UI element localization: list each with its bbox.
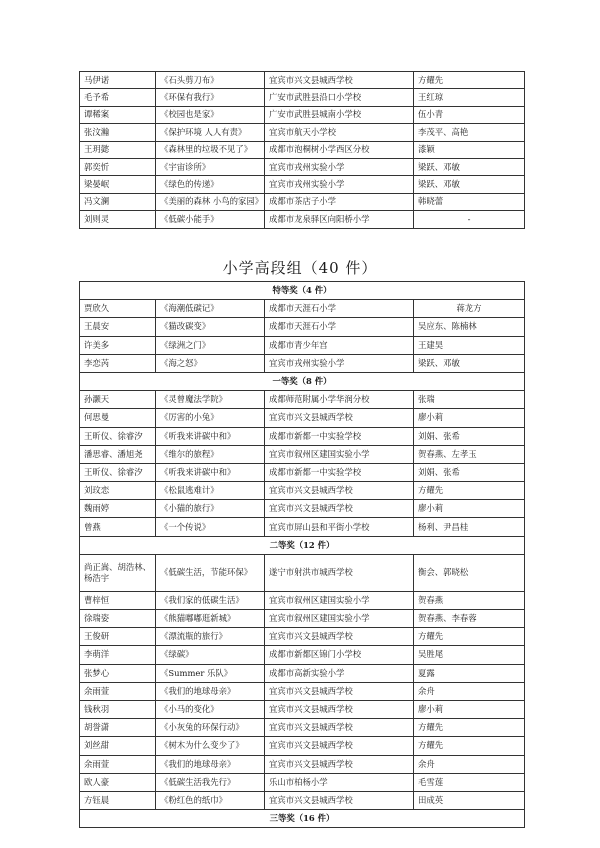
work-title-cell: 《听我来讲碳中和》 — [156, 427, 265, 445]
teacher-cell: 衡会、郭晓松 — [414, 554, 525, 591]
table-row — [80, 211, 525, 228]
school-cell: 宜宾市兴文县城西学校 — [265, 628, 414, 646]
previous-awards-table — [79, 71, 524, 229]
table-row — [80, 500, 525, 518]
table-row — [80, 72, 525, 89]
table-row — [80, 300, 525, 318]
school-cell: 宜宾市叙州区建国实验小学 — [265, 445, 414, 463]
school-cell: 宜宾市屏山县和平街小学校 — [265, 518, 414, 536]
table-row — [80, 445, 525, 463]
student-name-cell: 欧人豪 — [80, 773, 156, 791]
award-level-heading — [80, 282, 525, 300]
school-cell: 宜宾市兴文县城西学校 — [265, 755, 414, 773]
teacher-cell: 方耀先 — [414, 72, 525, 89]
school-cell: 广安市武胜县沿口小学校 — [265, 89, 414, 106]
student-name-cell: 张梦心 — [80, 664, 156, 682]
teacher-cell: 张瑞 — [414, 391, 525, 409]
teacher-cell: 刘娟、张希 — [414, 463, 525, 481]
teacher-cell: 杨利、尹昌桂 — [414, 518, 525, 536]
work-title-cell: 《保护环境 人人有责》 — [156, 124, 265, 141]
teacher-cell: 韩晓蕾 — [414, 193, 525, 210]
work-title-cell: 《森林里的垃圾不见了》 — [156, 141, 265, 158]
work-title-cell: 《小马的变化》 — [156, 700, 265, 718]
school-cell: 宜宾市叙州区建国实验小学 — [265, 610, 414, 628]
student-name-cell: 谭稀案 — [80, 106, 156, 123]
teacher-cell: 吴胜尾 — [414, 646, 525, 664]
table-row — [80, 628, 525, 646]
school-cell: 宜宾市兴文县城西学校 — [265, 482, 414, 500]
student-name-cell: 王昕仪、徐睿汐 — [80, 427, 156, 445]
school-cell: 宜宾市戎州实验小学 — [265, 158, 414, 175]
teacher-cell: 田成英 — [414, 791, 525, 809]
work-title-cell: 《小灰兔的环保行动》 — [156, 719, 265, 737]
school-cell: 成都师范附属小学华润分校 — [265, 391, 414, 409]
teacher-cell: 方耀先 — [414, 719, 525, 737]
teacher-cell: 余舟 — [414, 755, 525, 773]
table-row — [80, 124, 525, 141]
table-row — [80, 354, 525, 372]
school-cell: 成都市新都区锦门小学校 — [265, 646, 414, 664]
section-title: 小学高段组（40 件） — [222, 259, 378, 277]
table-row — [80, 518, 525, 536]
student-name-cell: 马伊诺 — [80, 72, 156, 89]
teacher-cell: 贺春燕 — [414, 591, 525, 609]
school-cell: 广安市武胜县城南小学校 — [265, 106, 414, 123]
senior-primary-awards-table — [79, 281, 524, 828]
student-name-cell: 王晨安 — [80, 318, 156, 336]
work-title-cell: 《我们的地球母亲》 — [156, 755, 265, 773]
work-title-cell: 《松鼠逃难计》 — [156, 482, 265, 500]
school-cell: 宜宾市兴文县城西学校 — [265, 719, 414, 737]
teacher-cell: 廖小莉 — [414, 409, 525, 427]
teacher-cell: 漆颖 — [414, 141, 525, 158]
work-title-cell: 《树木为什么变少了》 — [156, 737, 265, 755]
student-name-cell: 刘则灵 — [80, 211, 156, 228]
teacher-cell: 李茂平、高艳 — [414, 124, 525, 141]
award-level-heading — [80, 536, 525, 554]
work-title-cell: 《环保有我行》 — [156, 89, 265, 106]
student-name-cell: 王玥懿 — [80, 141, 156, 158]
student-name-cell: 钱秋羽 — [80, 700, 156, 718]
table-row — [80, 773, 525, 791]
award-level-heading — [80, 372, 525, 390]
school-cell: 宜宾市戎州实验小学 — [265, 176, 414, 193]
work-title-cell: 《维尔的旅程》 — [156, 445, 265, 463]
school-cell: 宜宾市兴文县城西学校 — [265, 500, 414, 518]
student-name-cell: 魏雨婷 — [80, 500, 156, 518]
student-name-cell: 许美多 — [80, 336, 156, 354]
teacher-cell: 王红琼 — [414, 89, 525, 106]
teacher-cell: 夏露 — [414, 664, 525, 682]
teacher-cell: 王建昊 — [414, 336, 525, 354]
school-cell: 成都市新都一中实验学校 — [265, 463, 414, 481]
school-cell: 成都市天涯石小学 — [265, 300, 414, 318]
table-row — [80, 141, 525, 158]
student-name-cell: 胡誉潇 — [80, 719, 156, 737]
table-row — [80, 463, 525, 481]
work-title-cell: 《我们家的低碳生活》 — [156, 591, 265, 609]
student-name-cell: 曾燕 — [80, 518, 156, 536]
work-title-cell: 《猫改碳变》 — [156, 318, 265, 336]
student-name-cell: 李萌洋 — [80, 646, 156, 664]
table-row — [80, 554, 525, 591]
teacher-cell: 余舟 — [414, 682, 525, 700]
table-row — [80, 682, 525, 700]
school-cell: 宜宾市兴文县城西学校 — [265, 682, 414, 700]
school-cell: 宜宾市叙州区建国实验小学 — [265, 591, 414, 609]
student-name-cell: 李恋芮 — [80, 354, 156, 372]
work-title-cell: 《低碳生活，节能环保》 — [156, 554, 265, 591]
student-name-cell: 贾欣久 — [80, 300, 156, 318]
award-level-label: 一等奖（8 件） — [80, 372, 525, 390]
student-name-cell: 毛予希 — [80, 89, 156, 106]
student-name-cell: 王昕仪、徐睿汐 — [80, 463, 156, 481]
teacher-cell: - — [414, 211, 525, 228]
student-name-cell: 刘丝甜 — [80, 737, 156, 755]
table-row — [80, 106, 525, 123]
table-row — [80, 737, 525, 755]
work-title-cell: 《绿碳》 — [156, 646, 265, 664]
school-cell: 宜宾市兴文县城西学校 — [265, 700, 414, 718]
student-name-cell: 刘玟恋 — [80, 482, 156, 500]
work-title-cell: 《低碳生活我先行》 — [156, 773, 265, 791]
student-name-cell: 王俊研 — [80, 628, 156, 646]
table-row — [80, 700, 525, 718]
table-row — [80, 664, 525, 682]
student-name-cell: 方钰晨 — [80, 791, 156, 809]
work-title-cell: 《Summer 乐队》 — [156, 664, 265, 682]
student-name-cell: 孙灏天 — [80, 391, 156, 409]
award-level-heading — [80, 810, 525, 828]
work-title-cell: 《石头剪刀布》 — [156, 72, 265, 89]
teacher-cell: 蒋龙方 — [414, 300, 525, 318]
school-cell: 遂宁市射洪市城西学校 — [265, 554, 414, 591]
teacher-cell: 廖小莉 — [414, 700, 525, 718]
work-title-cell: 《灵曾魔法学院》 — [156, 391, 265, 409]
student-name-cell: 徐瑞姿 — [80, 610, 156, 628]
school-cell: 成都市高新实验小学 — [265, 664, 414, 682]
teacher-cell: 刘娟、张希 — [414, 427, 525, 445]
work-title-cell: 《漂流瓶的旅行》 — [156, 628, 265, 646]
work-title-cell: 《低碳小能手》 — [156, 211, 265, 228]
table-row — [80, 591, 525, 609]
school-cell: 宜宾市兴文县城西学校 — [265, 791, 414, 809]
work-title-cell: 《宇宙诊所》 — [156, 158, 265, 175]
school-cell: 成都市泡桐树小学西区分校 — [265, 141, 414, 158]
work-title-cell: 《小猫的旅行》 — [156, 500, 265, 518]
school-cell: 宜宾市兴文县城西学校 — [265, 72, 414, 89]
school-cell: 成都市青少年宫 — [265, 336, 414, 354]
table-row — [80, 610, 525, 628]
work-title-cell: 《绿色的传递》 — [156, 176, 265, 193]
school-cell: 宜宾市戎州实验小学 — [265, 354, 414, 372]
teacher-cell: 贺春燕、李春蓉 — [414, 610, 525, 628]
teacher-cell: 梁跃、邓敏 — [414, 158, 525, 175]
teacher-cell: 梁跃、邓敏 — [414, 176, 525, 193]
work-title-cell: 《一个传说》 — [156, 518, 265, 536]
table-row — [80, 158, 525, 175]
table-row — [80, 409, 525, 427]
table-row — [80, 336, 525, 354]
school-cell: 宜宾市兴文县城西学校 — [265, 737, 414, 755]
student-name-cell: 何思曼 — [80, 409, 156, 427]
school-cell: 成都市新都一中实验学校 — [265, 427, 414, 445]
teacher-cell: 廖小莉 — [414, 500, 525, 518]
student-name-cell: 张汶瀚 — [80, 124, 156, 141]
school-cell: 宜宾市兴文县城西学校 — [265, 409, 414, 427]
teacher-cell: 贺春燕、左孝玉 — [414, 445, 525, 463]
student-name-cell: 潘思睿、潘旭尧 — [80, 445, 156, 463]
work-title-cell: 《海潮低碳记》 — [156, 300, 265, 318]
student-name-cell: 尚正嵩、胡浩林、杨浩宇 — [80, 554, 156, 591]
table-row — [80, 646, 525, 664]
teacher-cell: 方耀先 — [414, 482, 525, 500]
award-level-label: 特等奖（4 件） — [80, 282, 525, 300]
work-title-cell: 《绿洲之门》 — [156, 336, 265, 354]
student-name-cell: 余雨萱 — [80, 755, 156, 773]
work-title-cell: 《熊猫嘟嘟逛新城》 — [156, 610, 265, 628]
school-cell: 成都市天涯石小学 — [265, 318, 414, 336]
student-name-cell: 郭奕忻 — [80, 158, 156, 175]
work-title-cell: 《粉红色的纸巾》 — [156, 791, 265, 809]
work-title-cell: 《厉害的小兔》 — [156, 409, 265, 427]
table-row — [80, 391, 525, 409]
table-row — [80, 318, 525, 336]
award-level-label: 二等奖（12 件） — [80, 536, 525, 554]
work-title-cell: 《美丽的森林 小鸟的家园》 — [156, 193, 265, 210]
table-row — [80, 89, 525, 106]
work-title-cell: 《听我来讲碳中和》 — [156, 463, 265, 481]
teacher-cell: 毛雪莲 — [414, 773, 525, 791]
table-row — [80, 427, 525, 445]
school-cell: 成都市龙泉驿区向阳桥小学 — [265, 211, 414, 228]
teacher-cell: 吴应东、陈楠林 — [414, 318, 525, 336]
school-cell: 成都市茶店子小学 — [265, 193, 414, 210]
teacher-cell: 方耀先 — [414, 737, 525, 755]
teacher-cell: 梁跃、邓敏 — [414, 354, 525, 372]
table-row — [80, 719, 525, 737]
student-name-cell: 余雨萱 — [80, 682, 156, 700]
work-title-cell: 《校园也是家》 — [156, 106, 265, 123]
award-level-label: 三等奖（16 件） — [80, 810, 525, 828]
table-row — [80, 755, 525, 773]
table-row — [80, 791, 525, 809]
work-title-cell: 《我们的地球母亲》 — [156, 682, 265, 700]
table-row — [80, 193, 525, 210]
work-title-cell: 《海之怒》 — [156, 354, 265, 372]
teacher-cell: 伍小青 — [414, 106, 525, 123]
student-name-cell: 梁晏岷 — [80, 176, 156, 193]
student-name-cell: 曹梓恒 — [80, 591, 156, 609]
school-cell: 乐山市柏杨小学 — [265, 773, 414, 791]
table-row — [80, 482, 525, 500]
teacher-cell: 方耀先 — [414, 628, 525, 646]
school-cell: 宜宾市航天小学校 — [265, 124, 414, 141]
student-name-cell: 冯文澜 — [80, 193, 156, 210]
table-row — [80, 176, 525, 193]
